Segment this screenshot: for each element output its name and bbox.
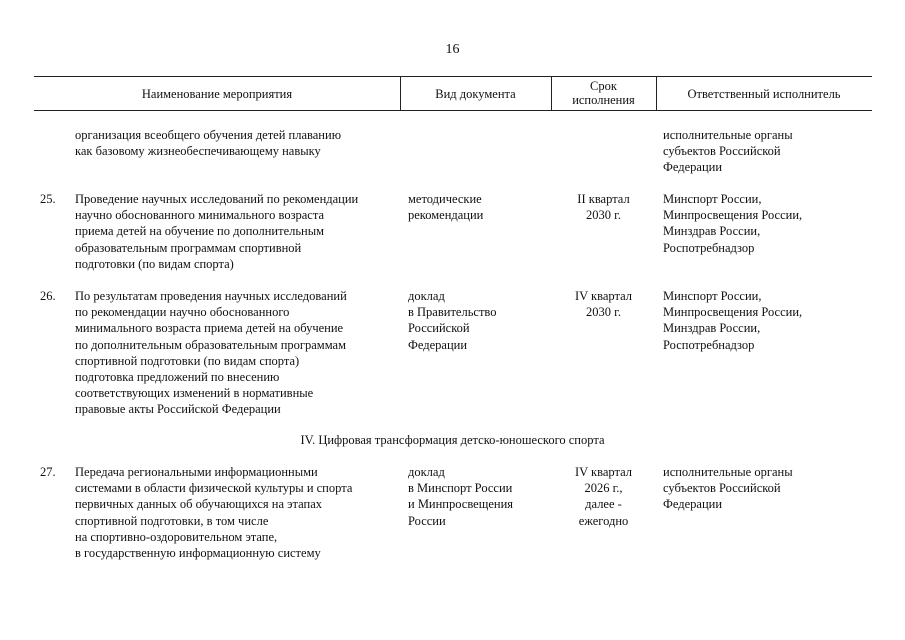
text-line: 2026 г., [584,481,623,496]
header-executor: Ответственный исполнитель [687,87,841,101]
text-line: ежегодно [578,513,629,528]
row-1-number: 25. [40,192,56,206]
text-line: Передача региональными информационными [75,465,318,479]
header-deadline-line: Срок [590,79,617,93]
text-line: подготовки (по видам спорта) [75,256,234,271]
text-line: далее - [585,497,622,512]
row-2-name [75,288,347,418]
text-line: Федерации [408,337,468,352]
text-line: на спортивно-оздоровительном этапе, [75,529,278,544]
table-top-rule [34,76,872,77]
text-line: первичных данных об обучающихся на этапах [75,497,323,512]
text-line: минимального возраста приема детей на обучение [75,321,344,336]
row-3-executor [663,464,793,513]
text-line: системами в области физической культуры и спорта [75,481,353,496]
text-line: в Минспорт России [408,481,513,496]
text-line: научно обоснованного минимального возраста [75,208,325,223]
text-line: в Правительство [408,305,497,320]
row-2-executor [663,288,802,353]
text-line: рекомендации [408,208,484,223]
text-line: спортивной подготовки (по видам спорта) [75,353,300,368]
row-1-deadline [551,191,656,223]
table-header-bottom-rule [34,110,872,111]
text-line: по рекомендации научно обоснованного [75,305,290,320]
text-line: субъектов Российской [663,481,781,496]
header-deadline-line: исполнения [572,93,635,107]
text-line: Роспотребнадзор [663,337,755,352]
section-title: IV. Цифровая трансформация детско-юношеского спорта [300,433,605,447]
row-3-deadline [551,464,656,529]
text-line: Минспорт России, [663,192,762,206]
text-line: По результатам проведения научных исследований [75,289,347,303]
text-line: Минздрав России, [663,224,761,239]
text-line: по дополнительным образовательным программам [75,337,347,352]
text-line: Проведение научных исследований по рекомендации [75,192,359,206]
row-3-number: 27. [40,465,56,479]
text-line: II квартал [577,192,630,206]
page-number: 16 [445,42,460,57]
text-line: субъектов Российской [663,144,781,159]
row-0-name [75,127,341,159]
text-line: правовые акты Российской Федерации [75,402,281,417]
text-line: Минздрав России, [663,321,761,336]
text-line: соответствующих изменений в нормативные [75,386,314,401]
text-line: методические [408,192,482,206]
text-line: Роспотребнадзор [663,240,755,255]
text-line: в государственную информационную систему [75,546,321,561]
row-1-executor [663,191,802,256]
text-line: 2030 г. [586,305,621,320]
row-2-number: 26. [40,289,56,303]
header-doc-type: Вид документа [435,87,516,101]
row-3-name [75,464,352,561]
row-1-doc-type [408,191,483,223]
text-line: приема детей на обучение по дополнительным [75,224,325,239]
text-line: образовательным программам спортивной [75,240,302,255]
text-line: организация всеобщего обучения детей плаванию [75,128,342,142]
text-line: исполнительные органы [663,465,793,479]
text-line: доклад [408,465,445,479]
text-line: Минспорт России, [663,289,762,303]
text-line: Федерации [663,160,723,175]
text-line: Минпросвещения России, [663,305,803,320]
text-line: доклад [408,289,445,303]
text-line: IV квартал [574,289,633,303]
row-0-executor [663,127,793,176]
text-line: Минпросвещения России, [663,208,803,223]
text-line: России [408,513,446,528]
header-deadline [551,79,656,107]
text-line: IV квартал [574,465,633,479]
row-3-doc-type [408,464,513,529]
text-line: исполнительные органы [663,128,793,142]
text-line: подготовка предложений по внесению [75,370,280,385]
header-name: Наименование мероприятия [141,87,293,101]
row-2-deadline [551,288,656,320]
row-1-name [75,191,358,272]
text-line: 2030 г. [586,208,621,223]
text-line: Федерации [663,497,723,512]
text-line: и Минпросвещения [408,497,514,512]
text-line: Российской [408,321,470,336]
text-line: спортивной подготовки, в том числе [75,513,269,528]
text-line: как базовому жизнеобеспечивающему навыку [75,144,321,159]
row-2-doc-type [408,288,496,353]
